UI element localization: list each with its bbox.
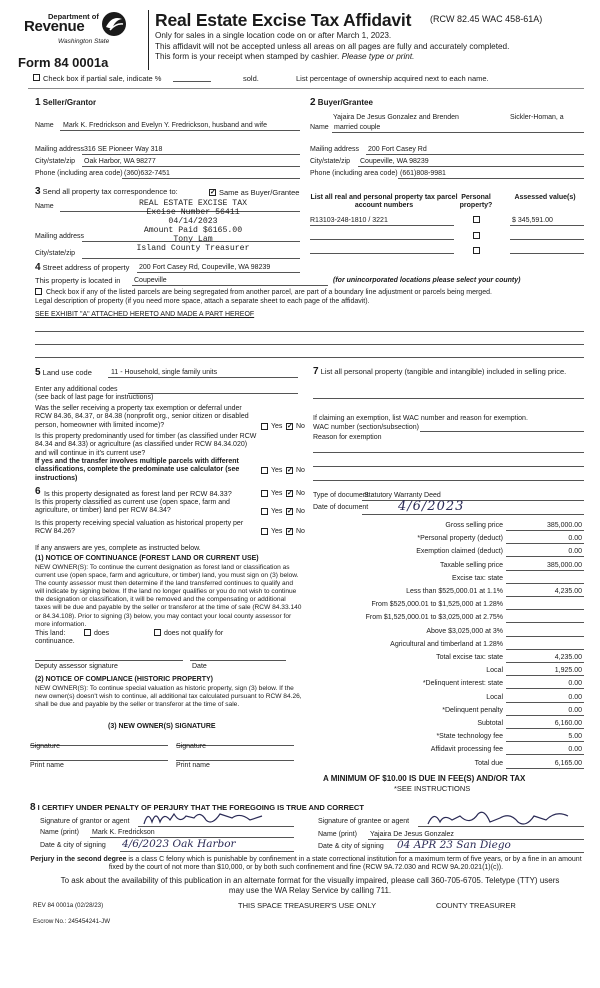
buyer-phone-field[interactable]: (661)808-9981	[400, 170, 446, 177]
deputy-date-label: Date	[192, 663, 207, 670]
assessed-value-1[interactable]: $ 345,591.00	[512, 217, 553, 224]
tax-row-label: Local	[486, 667, 503, 674]
tax-row-underline	[506, 556, 584, 557]
land-does-not-checkbox[interactable]	[154, 629, 161, 636]
tax-row-underline	[506, 754, 584, 755]
tax-row-underline	[506, 702, 584, 703]
tax-corr-city-label: City/state/zip	[35, 250, 76, 257]
property-heading-label: Street address of property	[42, 263, 130, 272]
land-use-heading-num: 5	[35, 367, 41, 378]
forest-q3-no-checkbox[interactable]: ✓	[287, 528, 293, 535]
seller-city-label: City/state/zip	[35, 158, 76, 165]
tax-row-label: Affidavit processing fee	[430, 746, 503, 753]
grantor-signature-label: Signature of grantor or agent	[40, 818, 130, 825]
segregated-checkbox[interactable]	[35, 288, 42, 295]
tax-row-value[interactable]: 0.00	[568, 746, 582, 753]
seller-name-label: Name	[35, 122, 54, 129]
personal-property-checkbox-3[interactable]	[473, 247, 480, 254]
dor-logo-icon	[100, 11, 128, 37]
personal-property-heading-num: 7	[313, 366, 319, 377]
tax-row-label: Local	[486, 694, 503, 701]
wac-number-label: WAC number (section/subsection)	[313, 424, 419, 431]
additional-codes-note: (see back of last page for instructions)	[35, 394, 154, 401]
notice-line2: This affidavit will not be accepted unless all areas on all pages are fully and accurately completed.	[155, 42, 510, 51]
forest-question-2: Is this property classified as current use (open space, farm and agriculture, or timber) land per RCW 84.34?	[35, 499, 230, 515]
tax-row-value[interactable]: 0.00	[568, 680, 582, 687]
tax-row-value[interactable]: 0.00	[568, 548, 582, 555]
dept-line2: Revenue	[24, 18, 85, 35]
wac-number-field[interactable]	[420, 431, 584, 432]
escrow-number: Escrow No.: 245454241-JW	[33, 918, 111, 925]
notice-line3-text: This form is your receipt when stamped by cashier.	[155, 52, 340, 61]
located-note: (for unincorporated locations please select your county)	[333, 277, 521, 284]
tax-row-label: *State technology fee	[436, 733, 503, 740]
grantor-name-field[interactable]: Mark K. Fredrickson	[92, 829, 155, 836]
dept-line1: Department of	[48, 12, 99, 21]
tax-row-value[interactable]: 4,235.00	[554, 588, 582, 595]
stamp-line-3: 04/14/2023	[168, 217, 218, 226]
owner-signature-label-2: Signature	[176, 743, 206, 750]
tax-row-label: Excise tax: state	[452, 575, 503, 582]
forest-q2-yes-label: Yes	[271, 508, 283, 515]
continuance-title: (1) NOTICE OF CONTINUANCE (FOREST LAND OR CURRENT USE)	[35, 555, 259, 562]
partial-list-label: List percentage of ownership acquired next to each name.	[296, 74, 489, 83]
buyer-mail-field[interactable]: 200 Fort Casey Rd	[368, 146, 427, 153]
rcw-reference: (RCW 82.45 WAC 458-61A)	[430, 14, 543, 24]
grantee-name-field[interactable]: Yajaira De Jesus Gonzalez	[370, 831, 454, 838]
forest-q1-no-checkbox[interactable]: ✓	[287, 490, 293, 497]
document-type-label: Type of document	[313, 492, 369, 499]
personal-property-checkbox-1[interactable]	[473, 216, 480, 223]
forest-q2-yes-checkbox[interactable]	[261, 508, 268, 515]
perjury-notice-text: is a class C felony which is punishable by confinement in a state correctional institution for a maximum term of five years, or by a fine in an amount fixed by the court of not more than $10,000, or by both such confinement and fine (RCW 9A.72.030 and RCW 9A.20.021(1)(c)).	[108, 856, 582, 872]
dor-logo	[14, 12, 134, 44]
exemption-claim-text: If claiming an exemption, list WAC number and reason for exemption.	[313, 415, 528, 422]
stamp-line-5: Tony Lam	[173, 235, 213, 244]
tax-row-underline	[506, 741, 584, 742]
buyer-name-field[interactable]: married couple	[334, 124, 381, 131]
tax-row-underline	[506, 649, 584, 650]
buyer-heading-num: 2	[310, 97, 316, 108]
same-as-buyer-label: Same as Buyer/Grantee	[219, 188, 300, 197]
tax-row-label: *Personal property (deduct)	[417, 535, 503, 542]
located-label: This property is located in	[35, 276, 121, 285]
seller-mail-field[interactable]: 316 SE Pioneer Way 318	[84, 146, 163, 153]
timber-yes-label: Yes	[271, 467, 283, 474]
tax-row-value[interactable]: 385,000.00	[546, 562, 582, 569]
stamp-line-6: Island County Treasurer	[136, 244, 250, 253]
owner-signature-label-1: Signature	[30, 743, 60, 750]
land-use-heading	[35, 367, 92, 378]
perjury-notice	[26, 856, 586, 873]
timber-question: Is this property predominantly used for timber (as classified under RCW 84.34 and 84.33) or agriculture (as classified under RCW 84.34.020) and will continue in it's current use?	[35, 433, 257, 457]
new-owner-signature-title: (3) NEW OWNER(S) SIGNATURE	[108, 723, 216, 730]
tax-row-value[interactable]: 6,165.00	[554, 760, 582, 767]
tax-row-underline	[506, 596, 584, 597]
tax-row-underline	[506, 662, 584, 663]
see-instructions: *SEE INSTRUCTIONS	[394, 784, 471, 793]
tax-row-underline	[506, 570, 584, 571]
same-as-buyer-checkbox[interactable]: ✓	[210, 189, 216, 196]
land-does-checkbox[interactable]	[84, 629, 91, 636]
forest-question-1: Is this property designated as forest land per RCW 84.33?	[44, 489, 232, 498]
buyer-heading-label: Buyer/Grantee	[317, 98, 373, 107]
land-does-label: does	[94, 630, 110, 637]
this-land-label: This land:	[35, 630, 66, 637]
timber-no-label: No	[296, 467, 305, 474]
parcel-col-personal: Personal property?	[459, 194, 493, 209]
tax-row-label: Taxable selling price	[439, 562, 503, 569]
certify-heading-num: 8	[30, 802, 36, 813]
perjury-notice-bold: Perjury in the second degree	[30, 856, 127, 863]
grantee-date-city-label: Date & city of signing	[318, 843, 384, 850]
document-type-field[interactable]: Statutory Warranty Deed	[364, 492, 441, 499]
notice-line3-print: Please type or print.	[341, 52, 415, 61]
forest-q3-yes-checkbox[interactable]	[261, 528, 268, 535]
buyer-mail-label: Mailing address	[310, 146, 360, 153]
compliance-body: NEW OWNER(S): To continue special valuation as historic property, sign (3) below. If the new owner(s) doesn't wish to continue, all additional tax calculated pursuant to RCW 84.26, shall be due and payable by the seller or transferor at the time of sale.	[35, 685, 302, 709]
grantee-date-city-field[interactable]: 04 APR 23 San Diego	[397, 839, 511, 851]
buyer-name-line1[interactable]: Yajaira De Jesus Gonzalez and Brenden	[333, 114, 459, 121]
forest-q2-no-label: No	[296, 508, 305, 515]
land-use-heading-label: Land use code	[42, 368, 92, 377]
buyer-heading	[310, 97, 373, 108]
tax-corr-heading-label: Send all property tax correspondence to:	[42, 187, 178, 196]
seller-phone-label: Phone (including area code)	[35, 170, 123, 177]
buyer-phone-label: Phone (including area code)	[310, 170, 398, 177]
segregated-label: Check box if any of the listed parcels are being segregated from another parcel, are part of a boundary line adjustment or parcels being merged.	[46, 289, 492, 296]
stamp-line-4: Amount Paid $6165.00	[143, 226, 243, 235]
tax-row-value[interactable]: 0.00	[568, 707, 582, 714]
seller-phone-field[interactable]: (360)632-7451	[124, 170, 170, 177]
parcel-col-numbers: List all real and personal property tax parcel account numbers	[310, 194, 458, 209]
tax-row-label: From $525,000.01 to $1,525,000 at 1.28%	[371, 601, 503, 608]
exemption-reason-label: Reason for exemption	[313, 434, 382, 441]
property-heading	[35, 262, 129, 273]
owner-print-name-label-1: Print name	[30, 762, 64, 769]
tax-row-label: Total due	[474, 760, 503, 767]
grantee-signature-label: Signature of grantee or agent	[318, 818, 410, 825]
forest-q1-no-label: No	[296, 490, 305, 497]
located-field[interactable]: Coupeville	[134, 277, 167, 284]
tax-row-label: Subtotal	[477, 720, 503, 727]
grantor-date-city-field[interactable]: 4/6/2023 Oak Harbor	[122, 838, 236, 850]
seller-city-field[interactable]: Oak Harbor, WA 98277	[84, 158, 156, 165]
continuance-label: continuance.	[35, 638, 75, 645]
grantor-name-label: Name (print)	[40, 829, 79, 836]
grantee-signature-scribble	[424, 806, 574, 830]
tax-row-underline	[506, 728, 584, 729]
tax-row-label: Agricultural and timberland at 1.28%	[390, 641, 503, 648]
grantee-name-label: Name (print)	[318, 831, 357, 838]
exemption-no-label: No	[296, 423, 305, 430]
personal-property-heading-label: List all personal property (tangible and intangible) included in selling price.	[320, 367, 567, 376]
tax-row-label: Exemption claimed (deduct)	[416, 548, 503, 555]
property-heading-num: 4	[35, 262, 41, 273]
forest-if-yes: If any answers are yes, complete as instructed below.	[35, 545, 201, 552]
tax-row-value[interactable]: 0.00	[568, 535, 582, 542]
forest-q2-no-checkbox[interactable]: ✓	[287, 508, 293, 515]
land-use-field[interactable]: 11 - Household, single family units	[111, 369, 218, 376]
tax-row-value[interactable]: 0.00	[568, 694, 582, 701]
stamp-line-2: Excise Number 56411	[146, 208, 240, 217]
tax-row-value[interactable]: 385,000.00	[546, 522, 582, 529]
tax-row-underline	[506, 583, 584, 584]
timber-question-b: If yes and the transfer involves multiple parcels with different classifications, complete the predominate use calculator (see instructions)	[35, 458, 240, 482]
forest-q3-no-label: No	[296, 528, 305, 535]
tax-corr-name-label: Name	[35, 203, 54, 210]
notice-line1: Only for sales in a single location code on or after March 1, 2023.	[155, 31, 392, 40]
owner-print-name-label-2: Print name	[176, 762, 210, 769]
tax-row-underline	[506, 688, 584, 689]
county-treasurer-label: COUNTY TREASURER	[436, 901, 516, 910]
partial-percent-field[interactable]	[173, 81, 211, 82]
stamp-line-1: REAL ESTATE EXCISE TAX	[138, 199, 248, 208]
tax-row-label: Above $3,025,000 at 3%	[426, 628, 503, 635]
page-title: Real Estate Excise Tax Affidavit	[155, 10, 412, 30]
treasurer-use-label: THIS SPACE TREASURER'S USE ONLY	[238, 901, 377, 910]
tax-row-underline	[506, 715, 584, 716]
seller-mail-label: Mailing address	[35, 146, 85, 153]
grantor-date-city-label: Date & city of signing	[40, 842, 106, 849]
tax-row-underline	[506, 530, 584, 531]
tax-row-label: *Delinquent interest: state	[422, 680, 503, 687]
forest-heading-num: 6	[35, 486, 41, 497]
tax-corr-mail-label: Mailing address	[35, 233, 85, 240]
alternate-format-notice: To ask about the availability of this publication in an alternate format for the visually impaired, please call 360-705-6705. Teletype (TTY) users may use the WA Relay Service by calling 711.	[60, 876, 560, 895]
tax-row-label: Gross selling price	[445, 522, 503, 529]
parcel-col-assessed: Assessed value(s)	[514, 194, 576, 201]
forest-q3-yes-label: Yes	[271, 528, 283, 535]
tax-row-value[interactable]: 4,235.00	[554, 654, 582, 661]
grantor-signature-scribble	[140, 808, 270, 828]
seller-name-field[interactable]: Mark K. Fredrickson and Evelyn Y. Fredrickson, husband and wife	[63, 122, 268, 129]
buyer-name-label: Name	[310, 124, 329, 131]
seller-heading	[35, 97, 96, 108]
compliance-title: (2) NOTICE OF COMPLIANCE (HISTORIC PROPERTY)	[35, 676, 213, 683]
parcel-number-1[interactable]: R13103-248-1810 / 3221	[310, 217, 388, 224]
tax-row-underline	[506, 675, 584, 676]
document-date-field[interactable]: 4/6/2023	[398, 499, 465, 514]
exemption-yes-label: Yes	[271, 423, 283, 430]
tax-corr-heading	[35, 186, 178, 197]
tax-row-label: Total excise tax: state	[436, 654, 503, 661]
forest-question-3: Is this property receiving special valuation as historical property per RCW 84.26?	[35, 520, 244, 536]
tax-row-underline	[506, 543, 584, 544]
tax-row-label: From $1,525,000.01 to $3,025,000 at 2.75%	[365, 614, 503, 621]
tax-row-label: Less than $525,000.01 at 1.1%	[406, 588, 503, 595]
buyer-city-label: City/state/zip	[310, 158, 351, 165]
partial-sale-checkbox[interactable]	[33, 74, 40, 81]
certify-heading-label: I CERTIFY UNDER PENALTY OF PERJURY THAT THE FOREGOING IS TRUE AND CORRECT	[37, 803, 364, 812]
dept-line3: Washington State	[58, 38, 110, 45]
tax-row-value[interactable]: 6,160.00	[554, 720, 582, 727]
form-number: Form 84 0001a	[18, 55, 109, 70]
personal-property-heading	[313, 367, 585, 377]
forest-q1-yes-label: Yes	[271, 490, 283, 497]
buyer-city-field[interactable]: Coupeville, WA 98239	[360, 158, 429, 165]
seller-heading-label: Seller/Grantor	[42, 98, 97, 107]
tax-row-underline	[506, 636, 584, 637]
tax-corr-heading-num: 3	[35, 186, 41, 197]
timber-yes-checkbox[interactable]	[261, 467, 268, 474]
tax-row-value[interactable]: 5.00	[568, 733, 582, 740]
tax-row-underline	[506, 768, 584, 769]
partial-sold-label: sold.	[243, 74, 259, 83]
additional-codes-label: Enter any additional codes	[35, 386, 118, 393]
buyer-name-line1b[interactable]: Sickler-Homan, a	[510, 114, 564, 121]
seller-heading-num: 1	[35, 97, 41, 108]
personal-property-checkbox-2[interactable]	[473, 232, 480, 239]
revision-number: REV 84 0001a (02/28/23)	[33, 902, 104, 909]
land-does-not-label: does not qualify for	[164, 630, 224, 637]
partial-sale-label: Check box if partial sale, indicate %	[43, 74, 162, 83]
timber-no-checkbox[interactable]: ✓	[287, 467, 293, 474]
notice-line3	[155, 52, 414, 61]
treasurer-stamp	[118, 199, 268, 253]
tax-row-value[interactable]: 1,925.00	[554, 667, 582, 674]
property-address-field[interactable]: 200 Fort Casey Rd, Coupeville, WA 98239	[139, 264, 271, 271]
legal-description-label: Legal description of property (if you need more space, attach a separate sheet to each page of the affidavit).	[35, 298, 370, 305]
minimum-due-notice: A MINIMUM OF $10.00 IS DUE IN FEE(S) AND/OR TAX	[323, 774, 526, 783]
exemption-no-checkbox[interactable]: ✓	[287, 423, 293, 430]
continuance-body: NEW OWNER(S): To continue the current designation as forest land or classification as current use (open space, farm and agriculture, or timber) land, you must sign on (3) below. The county assessor must then determine if the land transferred continues to qualify and will indicate by signing below. If the land no longer qualifies or you do not wish to continue the designation or classification, it will be removed and the compensating or additional taxes will be due and payable by the seller or transferor at the time of sale (RCW 84.33.140 or 84.34.108). Prior to signing (3) below, you may contact your local county assessor for more information.	[35, 564, 302, 628]
deputy-signature-label: Deputy assessor signature	[35, 663, 118, 670]
document-date-label: Date of document	[313, 504, 369, 511]
exemption-yes-checkbox[interactable]	[261, 423, 268, 430]
tax-row-underline	[506, 609, 584, 610]
exemption-question: Was the seller receiving a property tax exemption or deferral under RCW 84.36, 84.37, or 84.38 (nonprofit org., senior citizen or disabled person, homeowner with limited income)?	[35, 405, 249, 429]
forest-q1-yes-checkbox[interactable]	[261, 490, 268, 497]
tax-row-underline	[506, 622, 584, 623]
tax-row-label: *Delinquent penalty	[442, 707, 503, 714]
legal-description-field[interactable]: SEE EXHIBIT "A" ATTACHED HERETO AND MADE A PART HEREOF	[35, 311, 255, 318]
